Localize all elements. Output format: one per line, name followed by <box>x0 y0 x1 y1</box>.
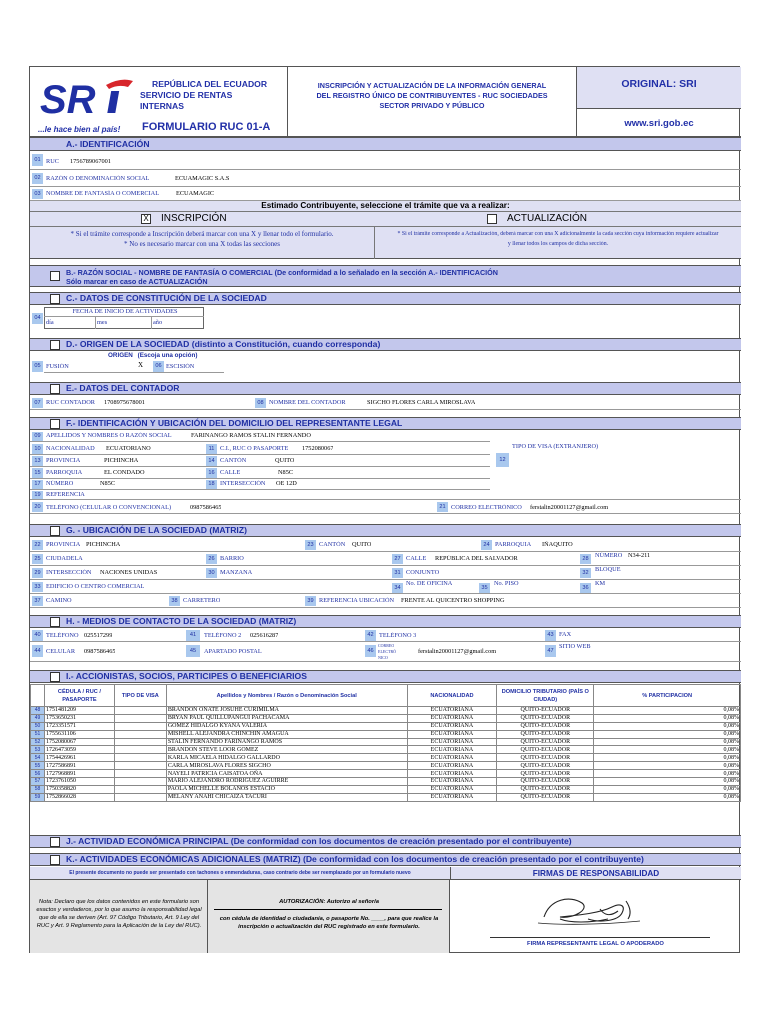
interseccion-soc-label: INTERSECCIÓN <box>46 569 92 576</box>
nacionalidad-cell[interactable]: ECUATORIANA <box>407 785 497 793</box>
domicilio-cell[interactable]: QUITO-ECUADOR <box>497 762 594 770</box>
nombre-cell[interactable]: KARLA MICAELA HIDALGO GALLARDO <box>166 754 407 762</box>
cedula-cell[interactable]: 1752866028 <box>44 793 114 801</box>
col-cedula: CÉDULA / RUC / PASAPORTE <box>44 685 114 707</box>
cedula-cell[interactable]: 1753650231 <box>44 714 114 722</box>
piso-label: No. PISO <box>494 580 519 587</box>
nacionalidad-cell[interactable]: ECUATORIANA <box>407 778 497 786</box>
col-nombres: Apellidos y Nombres / Razón o Denominación Social <box>166 685 407 707</box>
domicilio-cell[interactable]: QUITO-ECUADOR <box>497 754 594 762</box>
participacion-cell[interactable]: 0,08% <box>594 754 741 762</box>
footer-warning: El presente documento no puede ser presentado con tachones o enmendaduras, caso contrario debe ser reemplazado por un formulario nuevo <box>69 870 411 876</box>
calle-rep-label: CALLE <box>220 469 241 476</box>
original-label: ORIGINAL: SRI <box>621 78 697 90</box>
visa-cell[interactable] <box>114 730 166 738</box>
col-domicilio: DOMICILIO TRIBUTARIO (PAÍS O CIUDAD) <box>497 685 594 707</box>
cedula-cell[interactable]: 1754426961 <box>44 754 114 762</box>
participacion-cell[interactable]: 0,08% <box>594 714 741 722</box>
participacion-cell[interactable]: 0,08% <box>594 746 741 754</box>
ruc-contador-label: RUC CONTADOR <box>46 399 96 406</box>
section-e-checkbox[interactable] <box>50 384 60 394</box>
fecha-dia-label: día <box>46 319 54 326</box>
ci-label: C.I., RUC O PASAPORTE <box>220 445 289 452</box>
km-label: KM <box>595 580 606 587</box>
website: www.sri.gob.ec <box>624 118 694 129</box>
numero-rep-label: NÚMERO <box>46 480 74 487</box>
domicilio-cell[interactable]: QUITO-ECUADOR <box>497 778 594 786</box>
visa-cell[interactable] <box>114 746 166 754</box>
nacionalidad-cell[interactable]: ECUATORIANA <box>407 714 497 722</box>
canton-soc-label: CANTÓN <box>319 541 346 548</box>
section-k-header: K.- ACTIVIDADES ECONÓMICAS ADICIONALES (MATRIZ) (De conformidad con los documentos de creación presentado por el contribuyente) <box>30 853 741 866</box>
participacion-cell[interactable]: 0,08% <box>594 738 741 746</box>
numero-soc-value[interactable]: N34-211 <box>628 552 651 559</box>
numero-soc-label: NÚMERO <box>595 552 623 559</box>
original-box <box>577 67 741 109</box>
ciudadela-label: CIUDADELA <box>46 555 83 562</box>
domicilio-cell[interactable]: QUITO-ECUADOR <box>497 746 594 754</box>
section-j-header: J.- ACTIVIDAD ECONÓMICA PRINCIPAL (De conformidad con los documentos de creación presentado por el contribuyente) <box>30 835 741 848</box>
apartado-postal-label: APARTADO POSTAL <box>204 648 262 655</box>
interseccion-rep-label: INTERSECCIÓN <box>220 480 266 487</box>
visa-cell[interactable] <box>114 762 166 770</box>
nacionalidad-cell[interactable]: ECUATORIANA <box>407 738 497 746</box>
participacion-cell[interactable]: 0,08% <box>594 707 741 715</box>
representante-nombre-value[interactable]: FARINANGO RAMOS STALIN FERNANDO <box>191 432 311 439</box>
accionistas-table <box>30 684 741 802</box>
interseccion-rep-value[interactable]: OE 12D <box>276 480 297 487</box>
nombre-cell[interactable]: NAYELI PATRICIA CAISATOA OÑA <box>166 770 407 778</box>
section-f-checkbox[interactable] <box>50 419 60 429</box>
section-e-header: E.- DATOS DEL CONTADOR <box>30 382 741 395</box>
visa-cell[interactable] <box>114 778 166 786</box>
interseccion-soc-value[interactable]: NACIONES UNIDAS <box>100 569 158 576</box>
row-number: 54 <box>31 754 45 762</box>
row-number: 51 <box>31 730 45 738</box>
row-number: 59 <box>31 793 45 801</box>
visa-cell[interactable] <box>114 793 166 801</box>
field-04-group: 04 FECHA DE INICIO DE ACTIVIDADES día mes año <box>30 307 205 331</box>
participacion-cell[interactable]: 0,08% <box>594 770 741 778</box>
referencia-ubicacion-value[interactable]: FRENTE AL QUICENTRO SHOPPING <box>401 597 505 604</box>
actualizacion-label: ACTUALIZACIÓN <box>507 213 588 224</box>
section-f-header: F.- IDENTIFICACIÓN Y UBICACIÓN DEL DOMICILIO DEL REPRESENTANTE LEGAL <box>30 417 741 430</box>
fusion-mark[interactable]: X <box>138 361 144 369</box>
section-g-checkbox[interactable] <box>50 526 60 536</box>
telefono-rep-value[interactable]: 0987586465 <box>190 504 222 511</box>
row-number: 49 <box>31 714 45 722</box>
telefono2-label: TELÉFONO 2 <box>204 632 242 639</box>
header-center-line3: SECTOR PRIVADO Y PÚBLICO <box>379 101 485 110</box>
accionistas-rows <box>31 707 741 802</box>
provincia-soc-value[interactable]: PICHINCHA <box>86 541 121 548</box>
domicilio-cell[interactable]: QUITO-ECUADOR <box>497 793 594 801</box>
cedula-cell[interactable]: 1755631106 <box>44 730 114 738</box>
barrio-label: BARRIO <box>220 555 244 562</box>
domicilio-cell[interactable]: QUITO-ECUADOR <box>497 714 594 722</box>
nombre-fantasia-value[interactable]: ECUAMAGIC <box>176 190 215 197</box>
visa-cell[interactable] <box>114 785 166 793</box>
nacionalidad-cell[interactable]: ECUATORIANA <box>407 754 497 762</box>
fecha-mes-label: mes <box>97 319 108 326</box>
inscripcion-label: INSCRIPCIÓN <box>161 213 227 224</box>
section-d-header: D.- ORIGEN DE LA SOCIEDAD (distinto a Constitución, cuando corresponda) <box>30 338 741 351</box>
visa-cell[interactable] <box>114 754 166 762</box>
section-d-checkbox[interactable] <box>50 340 60 350</box>
cedula-cell[interactable]: 1750358820 <box>44 785 114 793</box>
section-a-header: A.- IDENTIFICACIÓN <box>30 137 741 151</box>
nacionalidad-cell[interactable]: ECUATORIANA <box>407 722 497 730</box>
telefono-rep-label: TELÉFONO (CELULAR O CONVENCIONAL) <box>46 504 172 511</box>
calle-rep-value[interactable]: N85C <box>278 469 294 476</box>
participacion-cell[interactable]: 0,08% <box>594 785 741 793</box>
field-03-row: 03 NOMBRE DE FANTASÍA O COMERCIAL ECUAMAGIC <box>30 187 741 201</box>
cedula-cell[interactable]: 1726473059 <box>44 746 114 754</box>
carretero-label: CARRETERO <box>183 597 221 604</box>
ruc-contador-value[interactable]: 1708975678001 <box>104 399 145 406</box>
telefono1-label: TELÉFONO <box>46 632 79 639</box>
section-i-checkbox[interactable] <box>50 672 60 682</box>
firmas-title-box <box>450 867 741 880</box>
canton-rep-label: CANTÓN <box>220 457 247 464</box>
calle-soc-label: CALLE <box>406 555 427 562</box>
sri-logo-graphic <box>36 75 136 127</box>
section-h-checkbox[interactable] <box>50 617 60 627</box>
nombre-cell[interactable]: BRANDON STEVE LOOR GOMEZ <box>166 746 407 754</box>
visa-cell[interactable] <box>114 722 166 730</box>
ruc-label: RUC <box>46 158 59 165</box>
domicilio-cell[interactable]: QUITO-ECUADOR <box>497 770 594 778</box>
nombre-cell[interactable]: CARLA MIROSLAVA FLORES SIGCHO <box>166 762 407 770</box>
escision-label: ESCISIÓN <box>166 363 195 370</box>
org-line1: REPÚBLICA DEL ECUADOR <box>152 79 268 89</box>
razon-social-label: RAZÓN O DENOMINACIÓN SOCIAL <box>46 175 150 182</box>
telefono2-value[interactable]: 025616287 <box>250 632 279 639</box>
table-row <box>31 722 741 730</box>
section-j-checkbox[interactable] <box>50 837 60 847</box>
nacionalidad-value[interactable]: ECUATORIANO <box>106 445 151 452</box>
domicilio-cell[interactable]: QUITO-ECUADOR <box>497 722 594 730</box>
representante-nombre-label: APELLIDOS Y NOMBRES O RAZÓN SOCIAL <box>46 432 172 439</box>
form-title: FORMULARIO RUC 01-A <box>142 121 271 133</box>
table-header <box>31 685 741 707</box>
cedula-cell[interactable]: 1727968891 <box>44 770 114 778</box>
col-nacionalidad: NACIONALIDAD <box>407 685 497 707</box>
bloque-label: BLOQUE <box>595 566 621 573</box>
inscripcion-note2: * No es necesario marcar con una X todas las secciones <box>124 240 280 248</box>
ruc-value[interactable]: 1756789067001 <box>70 158 111 165</box>
provincia-rep-label: PROVINCIA <box>46 457 81 464</box>
signature-graphic <box>530 889 650 933</box>
form-header <box>30 67 741 137</box>
nombre-fantasia-label: NOMBRE DE FANTASÍA O COMERCIAL <box>46 190 160 197</box>
row-number: 55 <box>31 762 45 770</box>
nacionalidad-cell[interactable]: ECUATORIANA <box>407 762 497 770</box>
nombre-cell[interactable]: MISHELL ALEJANDRA CHINCHIN AMAGUA <box>166 730 407 738</box>
row-number: 53 <box>31 746 45 754</box>
visa-cell[interactable] <box>114 770 166 778</box>
provincia-rep-value[interactable]: PICHINCHA <box>104 457 139 464</box>
org-line2: SERVICIO DE RENTAS <box>140 90 233 100</box>
canton-rep-value[interactable]: QUITO <box>275 457 295 464</box>
field-07-row: 07 RUC CONTADOR 1708975678001 08 NOMBRE DEL CONTADOR SIGCHO FLORES CARLA MIROSLAVA <box>30 396 741 410</box>
domicilio-cell[interactable]: QUITO-ECUADOR <box>497 730 594 738</box>
cedula-cell[interactable]: 1727586891 <box>44 762 114 770</box>
conjunto-label: CONJUNTO <box>406 569 440 576</box>
cedula-cell[interactable]: 1723761050 <box>44 778 114 786</box>
table-row <box>31 730 741 738</box>
firmas-title: FIRMAS DE RESPONSABILIDAD <box>532 869 660 878</box>
referencia-rep-label: REFERENCIA <box>46 491 85 498</box>
signature <box>530 889 650 933</box>
telefono3-label: TELÉFONO 3 <box>379 632 417 639</box>
field-02-row: 02 RAZÓN O DENOMINACIÓN SOCIAL ECUAMAGIC S.A.S <box>30 170 741 187</box>
table-row <box>31 754 741 762</box>
nota-declaracion: Nota: Declaro que los datos contenidos en este formulario son exactos y verdaderos, por lo que asumo la responsabilidad legal que de ella se deriven (Art. 97 Código Tributario, Art. 9 Ley del RUC y Art. 9 Reglamento para la Aplicación de la Ley del RUC). <box>36 899 202 929</box>
fecha-anio-label: año <box>153 319 163 326</box>
table-row <box>31 785 741 793</box>
domicilio-cell[interactable]: QUITO-ECUADOR <box>497 785 594 793</box>
section-f-body: 09 APELLIDOS Y NOMBRES O RAZÓN SOCIAL FARINANGO RAMOS STALIN FERNANDO 10 NACIONALIDAD ECUATORIANO 11 C.I., RUC O PASAPORTE 1752080067 TIPO DE VISA (EXTRANJERO) 12 13 PROVINCIA PICHINCHA 14 CANTÓN QUITO 15 PARROQUIA EL CONDADO 16 CALLE N85C 17 NÚMERO N85C 18 INTERSECCIÓN OE 12D 19 REFERENCIA 20 TELÉFONO (CELULAR O CONVENCIONAL) 0987586465 21 CORREO ELECTRÓNICO ferstalin20001127@gmail.com <box>30 431 741 517</box>
org-line3: INTERNAS <box>140 101 184 111</box>
domicilio-cell[interactable]: QUITO-ECUADOR <box>497 738 594 746</box>
nacionalidad-cell[interactable]: ECUATORIANA <box>407 730 497 738</box>
row-number: 58 <box>31 785 45 793</box>
table-row <box>31 714 741 722</box>
nombre-contador-label: NOMBRE DEL CONTADOR <box>269 399 346 406</box>
ruc-form <box>29 66 740 953</box>
canton-soc-value[interactable]: QUITO <box>352 541 372 548</box>
accionistas-table-wrap <box>30 684 741 802</box>
correo-soc-value[interactable]: ferstalin20001127@gmail.com <box>418 648 497 655</box>
razon-social-value[interactable]: ECUAMAGIC S.A.S <box>175 175 230 182</box>
col-visa: TIPO DE VISA <box>114 685 166 707</box>
row-number: 56 <box>31 770 45 778</box>
field-01-row: 01 RUC 1756789067001 <box>30 151 741 170</box>
celular-label: CELULAR <box>46 648 76 655</box>
section-h-header: H. - MEDIOS DE CONTACTO DE LA SOCIEDAD (MATRIZ) <box>30 615 741 628</box>
section-h-body: 40 TELÉFONO 025517299 41 TELÉFONO 2 025616287 42 TELÉFONO 3 43 FAX 44 CELULAR 0987586465 45 APARTADO POSTAL 46 CORREO ELECTRÓ NICO ferstalin20001127@gmail.com 47 SITIO WEB <box>30 629 741 663</box>
row-number: 48 <box>31 707 45 715</box>
section-i-header: I.- ACCIONISTAS, SOCIOS, PARTICIPES O BENEFICIARIOS <box>30 670 741 683</box>
participacion-cell[interactable]: 0,08% <box>594 722 741 730</box>
nombre-cell[interactable]: BRANDON OÑATE JOSUHE CURIMILMA <box>166 707 407 715</box>
edificio-label: EDIFICIO O CENTRO COMERCIAL <box>46 583 145 590</box>
nombre-contador-value[interactable]: SIGCHO FLORES CARLA MIROSLAVA <box>367 399 476 406</box>
tipo-visa-label: TIPO DE VISA (EXTRANJERO) <box>512 443 599 450</box>
inscripcion-checkbox[interactable]: X <box>141 214 151 224</box>
origen-label: ORIGEN (Escoja una opción) <box>108 352 198 359</box>
autorizacion-body: con cédula de identidad o ciudadanía, o pasaporte No. ____, para que realice la inscripción o actualización del RUC registrado en este formulario. <box>219 916 439 930</box>
table-row <box>31 707 741 715</box>
visa-cell[interactable] <box>114 714 166 722</box>
fusion-label: FUSIÓN <box>46 363 69 370</box>
participacion-cell[interactable]: 0,08% <box>594 793 741 801</box>
ci-value[interactable]: 1752080067 <box>302 445 334 452</box>
correo-rep-label: CORREO ELECTRÓNICO <box>451 504 522 511</box>
visa-cell[interactable] <box>114 707 166 715</box>
header-center-line2: DEL REGISTRO ÚNICO DE CONTRIBUYENTES - RUC SOCIEDADES <box>316 91 548 100</box>
section-b-header: B.- RAZÓN SOCIAL - NOMBRE DE FANTASÍA O COMERCIAL (De conformidad a lo señalado en la sección A.- IDENTIFICACIÓN Sólo marcar en caso de ACTUALIZACIÓN <box>30 265 741 287</box>
header-center-line1: INSCRIPCIÓN Y ACTUALIZACIÓN DE LA INFORMACIÓN GENERAL <box>317 81 547 90</box>
parroquia-rep-label: PARROQUIA <box>46 469 83 476</box>
row-number: 50 <box>31 722 45 730</box>
cedula-cell[interactable]: 1723351571 <box>44 722 114 730</box>
section-g-body: 22 PROVINCIA PICHINCHA 23 CANTÓN QUITO 24 PARROQUIA IÑAQUITO 25 CIUDADELA 26 BARRIO 27 CALLE REPÚBLICA DEL SALVADOR 28 NÚMERO N34-211 29 INTERSECCIÓN NACIONES UNIDAS 30 MANZANA 31 CONJUNTO 32 BLOQUE 33 EDIFICIO O CENTRO COMERCIAL 34 No. DE OFICINA 35 No. PISO 36 KM 37 CAMINO 38 CARRETERO 39 REFERENCIA UBICACIÓN FRENTE AL QUICENTRO SHOPPING <box>30 538 741 608</box>
row-number: 52 <box>31 738 45 746</box>
tramite-prompt: Estimado Contribuyente, seleccione el trámite que va a realizar: <box>261 201 510 210</box>
table-row <box>31 770 741 778</box>
domicilio-cell[interactable]: QUITO-ECUADOR <box>497 707 594 715</box>
tramite-box <box>30 201 741 259</box>
nacionalidad-cell[interactable]: ECUATORIANA <box>407 770 497 778</box>
manzana-label: MANZANA <box>220 569 253 576</box>
cedula-cell[interactable]: 1751481209 <box>44 707 114 715</box>
origen-group: ORIGEN (Escoja una opción) 05 FUSIÓN X 06 ESCISIÓN <box>30 352 230 372</box>
actualizacion-note1: * Si el trámite corresponde a Actualización, deberá marcar con una X adicionalmente la cada sección cuya información requiere actualizar <box>397 231 719 237</box>
camino-label: CAMINO <box>46 597 72 604</box>
section-b-checkbox[interactable] <box>50 271 60 281</box>
actualizacion-note2: y llenar todos los campos de dicha sección. <box>507 241 609 247</box>
numero-rep-value[interactable]: N85C <box>100 480 116 487</box>
nombre-cell[interactable]: PAOLA MICHELLE BOLAÑOS ESTACIO <box>166 785 407 793</box>
participacion-cell[interactable]: 0,08% <box>594 730 741 738</box>
referencia-ubicacion-label: REFERENCIA UBICACIÓN <box>319 597 395 604</box>
section-c-header: C.- DATOS DE CONSTITUCIÓN DE LA SOCIEDAD <box>30 292 741 305</box>
parroquia-rep-value[interactable]: EL CONDADO <box>104 469 145 476</box>
firma-label: FIRMA REPRESENTANTE LEGAL O APODERADO <box>527 941 664 947</box>
sitio-web-label: SITIO WEB <box>559 643 591 650</box>
participacion-cell[interactable]: 0,08% <box>594 762 741 770</box>
table-row <box>31 793 741 801</box>
parroquia-soc-value[interactable]: IÑAQUITO <box>542 541 573 548</box>
nacionalidad-cell[interactable]: ECUATORIANA <box>407 793 497 801</box>
nacionalidad-cell[interactable]: ECUATORIANA <box>407 707 497 715</box>
footer <box>30 867 741 953</box>
nombre-cell[interactable]: MARIO ALEJANDRO RODRIGUEZ AGUIRRE <box>166 778 407 786</box>
oficina-label: No. DE OFICINA <box>406 580 453 587</box>
nacionalidad-cell[interactable]: ECUATORIANA <box>407 746 497 754</box>
inscripcion-note1: * Si el trámite corresponde a Inscripción deberá marcar con una X y llenar todo el formulario. <box>70 230 334 238</box>
nombre-cell[interactable]: BRYAN PAUL QUILLUPANGUI PACHACAMA <box>166 714 407 722</box>
autorizacion-title: AUTORIZACIÓN: Autorizo al señor/a <box>279 899 379 905</box>
cedula-cell[interactable]: 1752080067 <box>44 738 114 746</box>
actualizacion-checkbox[interactable] <box>487 214 497 224</box>
table-row <box>31 738 741 746</box>
telefono1-value[interactable]: 025517299 <box>84 632 113 639</box>
fax-label: FAX <box>559 631 572 638</box>
row-number: 57 <box>31 778 45 786</box>
participacion-cell[interactable]: 0,08% <box>594 778 741 786</box>
visa-cell[interactable] <box>114 738 166 746</box>
correo-rep-value[interactable]: ferstalin20001127@gmail.com <box>530 504 609 511</box>
provincia-soc-label: PROVINCIA <box>46 541 81 548</box>
nombre-cell[interactable]: MELANY ANAHI CHICAIZA TACURI <box>166 793 407 801</box>
section-g-header: G. - UBICACIÓN DE LA SOCIEDAD (MATRIZ) <box>30 524 741 537</box>
col-participacion: % PARTICIPACION <box>594 685 741 707</box>
calle-soc-value[interactable]: REPÚBLICA DEL SALVADOR <box>435 555 518 562</box>
logo-tagline: ...le hace bien al país! <box>38 125 121 134</box>
nacionalidad-label: NACIONALIDAD <box>46 445 95 452</box>
svg-text:SR: SR <box>40 78 96 122</box>
sri-logo <box>36 75 136 127</box>
nombre-cell[interactable]: GOMEZ HIDALGO KYANA VALERIA <box>166 722 407 730</box>
table-row <box>31 762 741 770</box>
celular-value[interactable]: 0987586465 <box>84 648 116 655</box>
nombre-cell[interactable]: STALIN FERNANDO FARINANGO RAMOS <box>166 738 407 746</box>
section-k-checkbox[interactable] <box>50 855 60 865</box>
parroquia-soc-label: PARROQUIA <box>495 541 532 548</box>
table-row <box>31 746 741 754</box>
fecha-inicio-label: FECHA DE INICIO DE ACTIVIDADES <box>72 308 178 315</box>
section-c-checkbox[interactable] <box>50 294 60 304</box>
table-row <box>31 778 741 786</box>
